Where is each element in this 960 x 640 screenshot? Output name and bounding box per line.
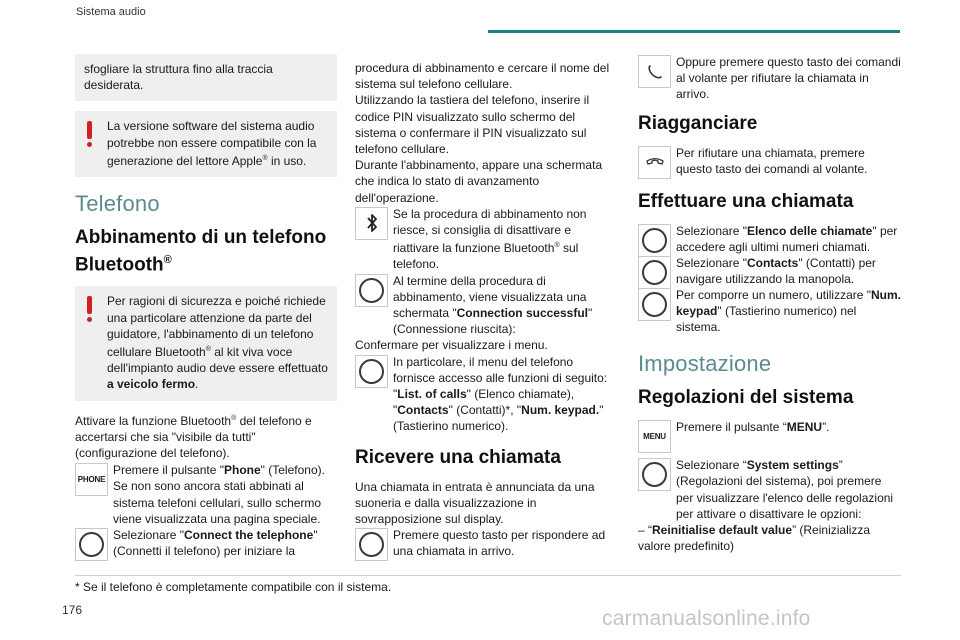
header-accent-bar: [488, 30, 900, 33]
rotary-knob-icon: [355, 528, 388, 561]
page-number: 176: [62, 603, 83, 617]
step-hang-up: Per rifiutare una chiamata, premere questo tasto dei comandi al volante.: [638, 145, 902, 179]
step-system-settings: Selezionare “System settings” (Regolazioni del sistema), poi premere per visualizzare l'elenco delle regolazioni per attivare o disattivare le opzioni:: [638, 457, 902, 522]
info-note: sfogliare la struttura fino alla traccia desiderata.: [75, 54, 337, 101]
step-reject-call: Oppure premere questo tasto dei comandi al volante per rifiutare la chiamata in arrivo.: [638, 54, 902, 103]
paragraph-incoming: Una chiamata in entrata è annunciata da una suoneria e dalla visualizzazione in sovrapposizione sul display.: [355, 479, 595, 527]
column-left: [75, 54, 337, 561]
step-phone-menu: In particolare, il menu del telefono fornisce accesso alle funzioni di seguito: "List. of calls" (Elenco chiamate), "Contacts" (Contatti)*, "Num. keypad." (Tastierino numerico).: [355, 354, 618, 435]
bluetooth-icon: [355, 207, 388, 240]
heading-riagganciare: Riagganciare: [638, 112, 758, 134]
heading-effettuare: Effettuare una chiamata: [638, 190, 854, 212]
warning-exclamation-icon: [85, 296, 93, 322]
step-contacts: Selezionare "Contacts" (Contatti) per navigare utilizzando la manopola.: [638, 255, 902, 289]
section-heading-telefono: Telefono: [75, 191, 160, 217]
column-right: [638, 54, 902, 554]
section-heading-impostazione: Impostazione: [638, 351, 772, 377]
warning-note-safety: Per ragioni di sicurezza e poiché richiede una particolare attenzione da parte del guidatore, l'abbinamento di un telefono cellulare Bluetooth® al kit viva voce dell'impianto audio deve essere effettuato a veicolo fermo.: [75, 286, 337, 400]
step-call-list: Selezionare "Elenco delle chiamate" per accedere agli ultimi numeri chiamati.: [638, 223, 902, 257]
rotary-knob-icon: [355, 355, 388, 388]
step-phone-button: PHONE Premere il pulsante "Phone" (Telefono). Se non sono ancora stati abbinati al sistema telefoni cellulari, sullo schermo viene visualizzata una pagina speciale.: [75, 462, 337, 527]
footnote: * Se il telefono è completamente compatibile con il sistema.: [75, 580, 392, 594]
list-item-reinitialise: – “Reinitialise default value” (Reinizializza valore predefinito): [638, 523, 871, 554]
heading-abbinamento: Abbinamento di un telefono Bluetooth®: [75, 227, 327, 276]
paragraph-confirm: Confermare per visualizzare i menu.: [355, 338, 548, 353]
warning-note-software: La versione software del sistema audio potrebbe non essere compatibile con la generazione del lettore Apple® in uso.: [75, 111, 337, 177]
step-menu-button: MENU Premere il pulsante “MENU”.: [638, 419, 902, 453]
rotary-knob-icon: [638, 224, 671, 257]
paragraph-pin: Utilizzando la tastiera del telefono, inserire il codice PIN visualizzato sullo schermo del sistema o confermare il PIN visualizzato sul telefono cellulare.: [355, 93, 590, 157]
paragraph-progress: Durante l'abbinamento, appare una schermata che indica lo stato di avanzamento dell'operazione.: [355, 158, 603, 205]
warning-exclamation-icon: [85, 121, 93, 147]
hang-up-icon: [638, 146, 671, 179]
phone-button-icon: PHONE: [75, 463, 108, 496]
paragraph-activate-bluetooth: Attivare la funzione Bluetooth® del telefono e accertarsi che sia "visibile da tutti" (configurazione del telefono).: [75, 413, 312, 460]
step-connect-telephone: Selezionare "Connect the telephone" (Connetti il telefono) per iniziare la: [75, 527, 337, 561]
step-answer-call: Premere questo tasto per rispondere ad una chiamata in arrivo.: [355, 527, 618, 561]
rotary-knob-icon: [638, 458, 671, 491]
column-middle: [355, 60, 618, 561]
heading-regolazioni: Regolazioni del sistema: [638, 387, 854, 409]
footnote-divider: [75, 575, 901, 576]
paragraph-procedure: procedura di abbinamento e cercare il nome del sistema sul telefono cellulare.: [355, 61, 610, 92]
running-header: Sistema audio: [76, 6, 146, 18]
phone-handset-icon: [638, 55, 671, 88]
step-bluetooth-retry: Se la procedura di abbinamento non riesce, si consiglia di disattivare e riattivare la funzione Bluetooth® sul telefono.: [355, 206, 618, 273]
rotary-knob-icon: [355, 274, 388, 307]
watermark: carmanualsonline.info: [602, 607, 811, 630]
rotary-knob-icon: [75, 528, 108, 561]
heading-ricevere: Ricevere una chiamata: [355, 446, 561, 468]
rotary-knob-icon: [638, 288, 671, 321]
step-keypad: Per comporre un numero, utilizzare "Num. keypad" (Tastierino numerico) nel sistema.: [638, 287, 902, 336]
rotary-knob-icon: [638, 256, 671, 289]
menu-button-icon: MENU: [638, 420, 671, 453]
step-connection-successful: Al termine della procedura di abbinamento, viene visualizzata una schermata "Connection successful" (Connessione riuscita):: [355, 273, 618, 338]
